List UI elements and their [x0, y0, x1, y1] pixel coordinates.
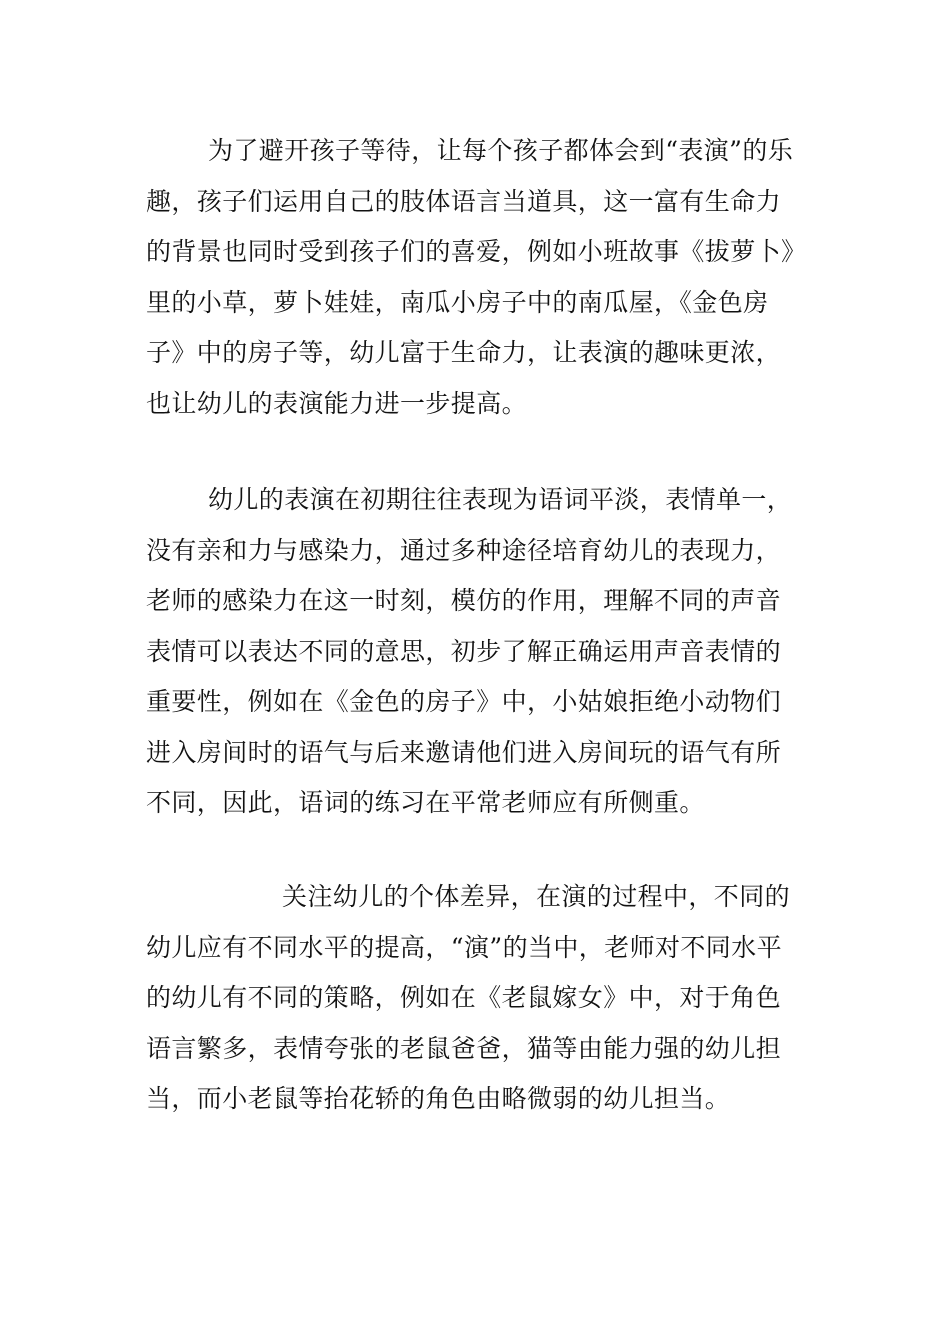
paragraph-2: 幼儿的表演在初期往往表现为语词平淡，表情单一，没有亲和力与感染力，通过多种途径培育幼儿的表现力，老师的感染力在这一时刻，模仿的作用，理解不同的声音表情可以表达不同的意思，初步了解正确运用声音表情的重要性，例如在《金色的房子》中，小姑娘拒绝小动物们进入房间时的语气与后来邀请他们进入房间玩的语气有所不同，因此，语词的练习在平常老师应有所侧重。 [146, 485, 793, 817]
paragraph-1: 为了避开孩子等待，让每个孩子都体会到“表演”的乐趣，孩子们运用自己的肢体语言当道具，这一富有生命力的背景也同时受到孩子们的喜爱，例如小班故事《拔萝卜》里的小草，萝卜娃娃，南瓜小房子中的南瓜屋，《金色房子》中的房子等，幼儿富于生命力，让表演的趣味更浓，也让幼儿的表演能力进一步提高。 [146, 136, 794, 418]
paragraph-3: 关注幼儿的个体差异，在演的过程中，不同的幼儿应有不同水平的提高，“演”的当中，老师对不同水平的幼儿有不同的策略，例如在《老鼠嫁女》中，对于角色语言繁多，表情夸张的老鼠爸爸，猫等由能力强的幼儿担当，而小老鼠等抬花轿的角色由略微弱的幼儿担当。 [146, 882, 791, 1113]
